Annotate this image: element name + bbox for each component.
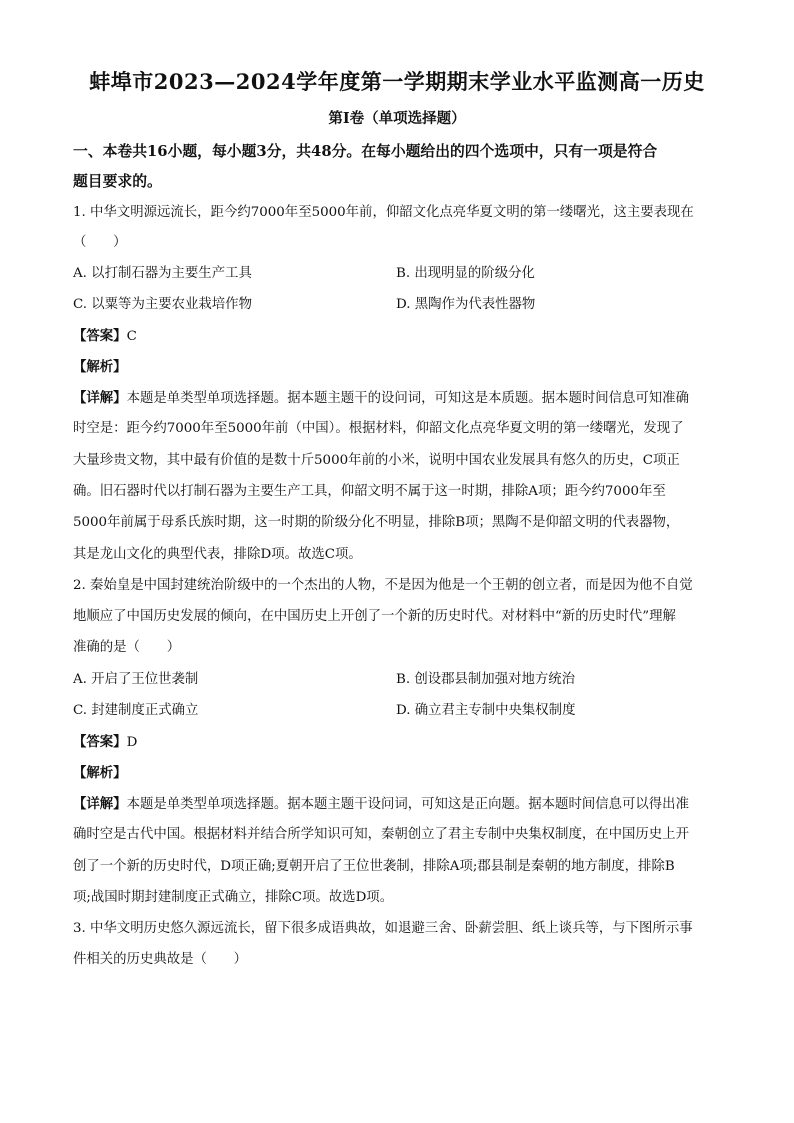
q2-option-d: D. 确立君主专制中央集权制度 [396, 703, 576, 718]
q2-detail-line-3: 创了一个新的历史时代，D项正确;夏朝开启了王位世袭制，排除A项;郡县制是秦朝的地方制度，排除B [73, 859, 675, 874]
q2-analysis-tag: 【解析】 [73, 765, 127, 781]
q1-stem-line-1: 1. 中华文明源远流长，距今约7000年至5000年前，仰韶文化点亮华夏文明的第一缕曙光，这主要表现在 [73, 205, 694, 220]
q1-detail-line-1 [73, 388, 723, 409]
q1-option-b: B. 出现明显的阶级分化 [396, 266, 535, 281]
q2-answer-line [73, 732, 723, 753]
q1-option-c: C. 以粟等为主要农业栽培作物 [73, 297, 252, 312]
q1-detail-line-3: 大量珍贵文物，其中最有价值的是数十斤5000年前的小米，说明中国农业发展具有悠久的历史，C项正 [73, 453, 680, 468]
q1-answer-value: C [126, 329, 137, 344]
q1-stem-line-2: （ ） [73, 235, 127, 250]
q1-answer-line [73, 326, 723, 347]
q2-detail-line-4: 项;战国时期封建制度正式确立，排除C项。故选D项。 [73, 890, 394, 905]
q2-detail-tag: 【详解】 [73, 796, 127, 812]
q3-stem-line-1: 3. 中华文明历史悠久源远流长，留下很多成语典故，如退避三舍、卧薪尝胆、纸上谈兵等，与下图所示事 [73, 921, 693, 936]
q1-detail-line-5: 5000年前属于母系氏族时期，这一时期的阶级分化不明显，排除B项；黑陶不是仰韶文明的代表器物， [73, 515, 680, 530]
q2-detail-line-2: 确时空是古代中国。根据材料并结合所学知识可知，秦朝创立了君主专制中央集权制度，在中国历史上开 [73, 827, 689, 842]
q2-answer-value: D [126, 735, 138, 750]
q3-stem-line-2: 件相关的历史典故是（ ） [73, 952, 248, 967]
section-subtitle: 第Ⅰ卷（单项选择题） [328, 110, 466, 127]
section-instruction-line-2: 题目要求的。 [73, 173, 162, 190]
q1-detail-line-4: 确。旧石器时代以打制石器为主要生产工具，仰韶文明不属于这一时期，排除A项；距今约7000年至 [73, 484, 666, 499]
q2-detail-line-1 [73, 794, 723, 815]
q2-stem-line-3: 准确的是（ ） [73, 640, 181, 655]
q2-option-c: C. 封建制度正式确立 [73, 703, 199, 718]
q2-answer-tag: 【答案】 [73, 734, 127, 750]
q2-detail-text-1: 本题是单类型单项选择题。据本题主题干设问词，可知这是正向题。据本题时间信息可以得出准 [126, 797, 689, 812]
q1-option-a: A. 以打制石器为主要生产工具 [73, 266, 252, 281]
q2-stem-line-1: 2. 秦始皇是中国封建统治阶级中的一个杰出的人物，不是因为他是一个王朝的创立者，而是因为他不自觉 [73, 578, 693, 593]
q2-option-a: A. 开启了王位世袭制 [73, 672, 199, 687]
q1-analysis-tag: 【解析】 [73, 359, 127, 375]
q1-detail-text-1: 本题是单类型单项选择题。据本题主题干的设问词，可知这是本质题。据本题时间信息可知准确 [126, 391, 689, 406]
q1-option-d: D. 黑陶作为代表性器物 [396, 297, 536, 312]
q2-stem-line-2: 地顺应了中国历史发展的倾向，在中国历史上开创了一个新的历史时代。对材料中“新的历史时代”理解 [73, 609, 676, 624]
q1-analysis-line [73, 357, 723, 378]
q1-detail-line-6: 其是龙山文化的典型代表，排除D项。故选C项。 [73, 547, 362, 562]
q1-answer-tag: 【答案】 [73, 328, 127, 344]
q1-detail-line-2: 时空是：距今约7000年至5000年前（中国）。根据材料，仰韶文化点亮华夏文明的第一缕曙光，发现了 [73, 421, 684, 436]
section-instruction-line-1: 一、本卷共16小题，每小题3分，共48分。在每小题给出的四个选项中，只有一项是符合 [73, 143, 658, 160]
page-title: 蚌埠市2023—2024学年度第一学期期末学业水平监测高一历史 [89, 69, 705, 94]
q2-option-b: B. 创设郡县制加强对地方统治 [396, 672, 576, 687]
q2-analysis-line [73, 763, 723, 784]
q1-detail-tag: 【详解】 [73, 390, 127, 406]
